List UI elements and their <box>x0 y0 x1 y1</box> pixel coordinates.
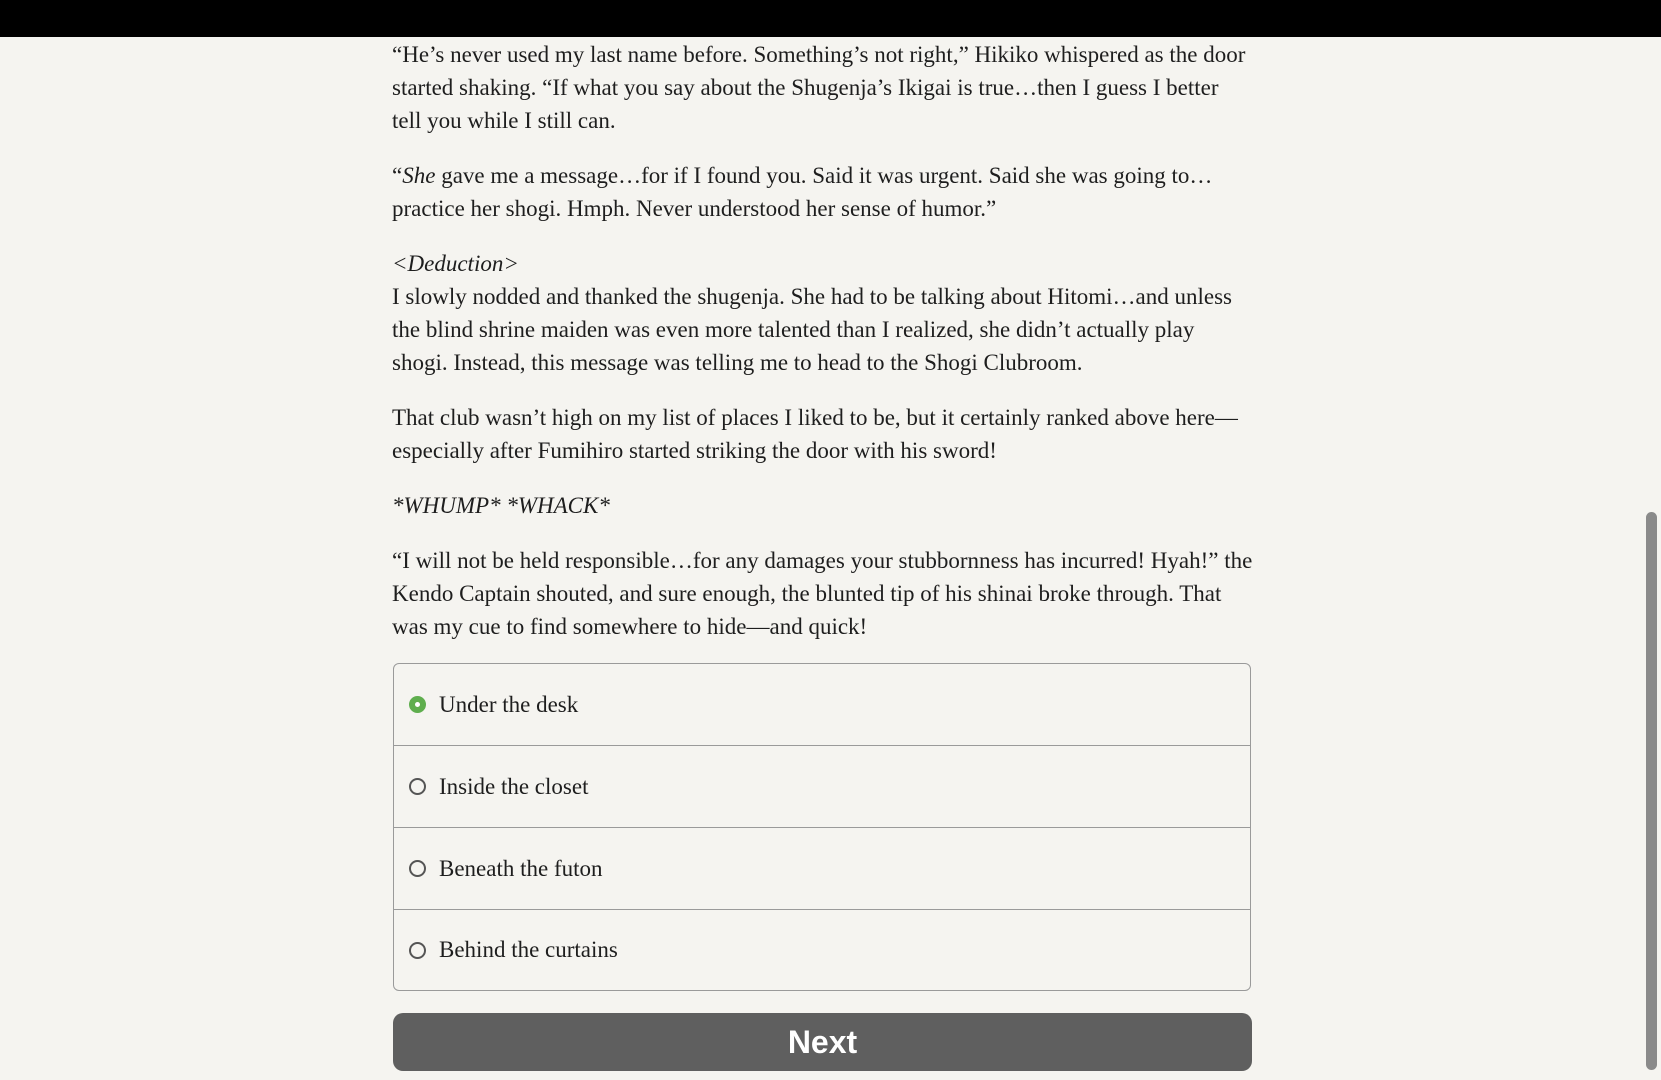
paragraph-1: “He’s never used my last name before. Something’s not right,” Hikiko whispered as the door started shaking. “If what you say about the Shugenja’s Ikigai is true…then I guess I better tell you while I still can. <box>392 42 1246 133</box>
paragraph-3-text: I slowly nodded and thanked the shugenja. She had to be talking about Hitomi…and unless the blind shrine maiden was even more talented than I realized, she didn’t actually play shogi. Instead, this message was telling me to head to the Shogi Clubroom. <box>392 284 1232 375</box>
radio-selected-icon[interactable] <box>409 696 426 713</box>
choice-label: Inside the closet <box>439 773 589 799</box>
next-button[interactable]: Next <box>393 1013 1252 1071</box>
paragraph-6: “I will not be held responsible…for any damages your stubbornness has incurred! Hyah!” the Kendo Captain shouted, and sure enough, the blunted tip of his shinai broke through. That was my cue to find somewhere to hide—and quick! <box>392 548 1253 639</box>
choice-label: Under the desk <box>439 691 579 717</box>
paragraph-2-text: gave me a message…for if I found you. Said it was urgent. Said she was going to…practice her shogi. Hmph. Never understood her sense of humor.” <box>392 163 1213 221</box>
radio-icon[interactable] <box>409 778 426 795</box>
paragraph-2-open-quote: “ <box>392 163 403 188</box>
story-text <box>392 37 1253 665</box>
radio-icon[interactable] <box>409 942 426 959</box>
paragraph-2-italic: She <box>402 163 436 188</box>
choice-beneath-futon[interactable] <box>394 828 1250 910</box>
choice-label: Behind the curtains <box>439 937 618 962</box>
choice-label: Beneath the futon <box>439 855 603 881</box>
choice-under-desk[interactable] <box>394 664 1250 746</box>
choice-inside-closet[interactable] <box>394 746 1250 828</box>
deduction-tag: <Deduction> <box>392 251 519 276</box>
sound-effect: *WHUMP* *WHACK* <box>392 493 610 518</box>
top-bar <box>0 0 1661 37</box>
choice-behind-curtains[interactable] <box>394 910 1250 990</box>
choice-list <box>393 663 1251 991</box>
paragraph-3 <box>392 247 1253 379</box>
scrollbar-thumb[interactable] <box>1646 512 1657 1070</box>
radio-icon[interactable] <box>409 860 426 877</box>
paragraph-2 <box>392 159 1253 225</box>
paragraph-4: That club wasn’t high on my list of places I liked to be, but it certainly ranked above here—especially after Fumihiro started striking the door with his sword! <box>392 405 1238 463</box>
